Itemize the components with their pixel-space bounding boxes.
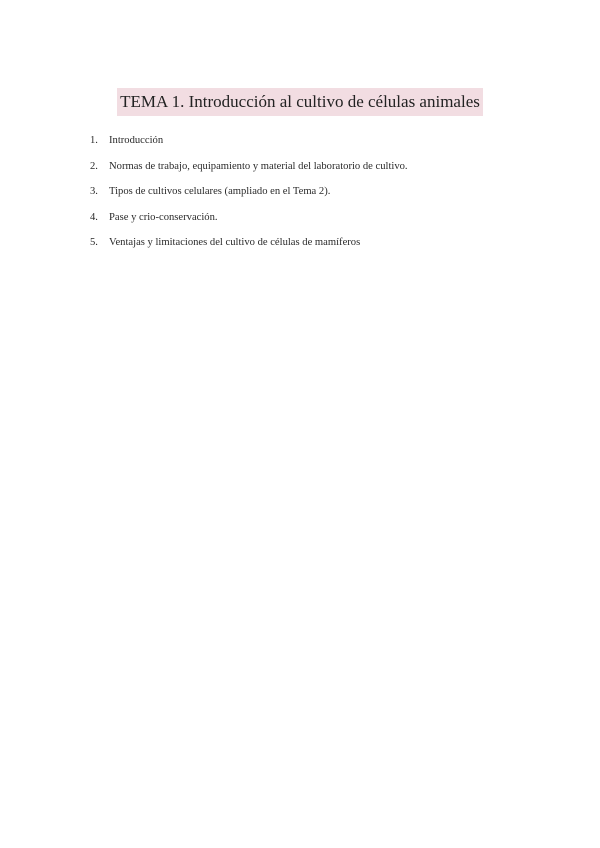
- list-item-text: Tipos de cultivos celulares (ampliado en el Tema 2).: [109, 186, 331, 197]
- list-item-number: 1.: [90, 135, 98, 146]
- list-item-text: Introducción: [109, 135, 164, 146]
- list-item-number: 2.: [90, 160, 98, 172]
- list-item: [90, 234, 530, 260]
- list-item-text: Pase y crio-conservación.: [109, 211, 218, 223]
- document-title: TEMA 1. Introducción al cultivo de células animales: [117, 88, 483, 116]
- list-item: [90, 183, 530, 209]
- topic-list: [90, 132, 530, 260]
- list-item: [90, 132, 530, 158]
- list-item: [90, 209, 530, 235]
- list-item-text: Ventajas y limitaciones del cultivo de células de mamíferos: [109, 237, 361, 248]
- list-item-number: 3.: [90, 186, 98, 197]
- title-container: [0, 88, 600, 116]
- list-item-number: 5.: [90, 237, 98, 248]
- list-item-text: Normas de trabajo, equipamiento y material del laboratorio de cultivo.: [109, 160, 408, 172]
- list-item-number: 4.: [90, 211, 98, 223]
- list-item: [90, 158, 530, 184]
